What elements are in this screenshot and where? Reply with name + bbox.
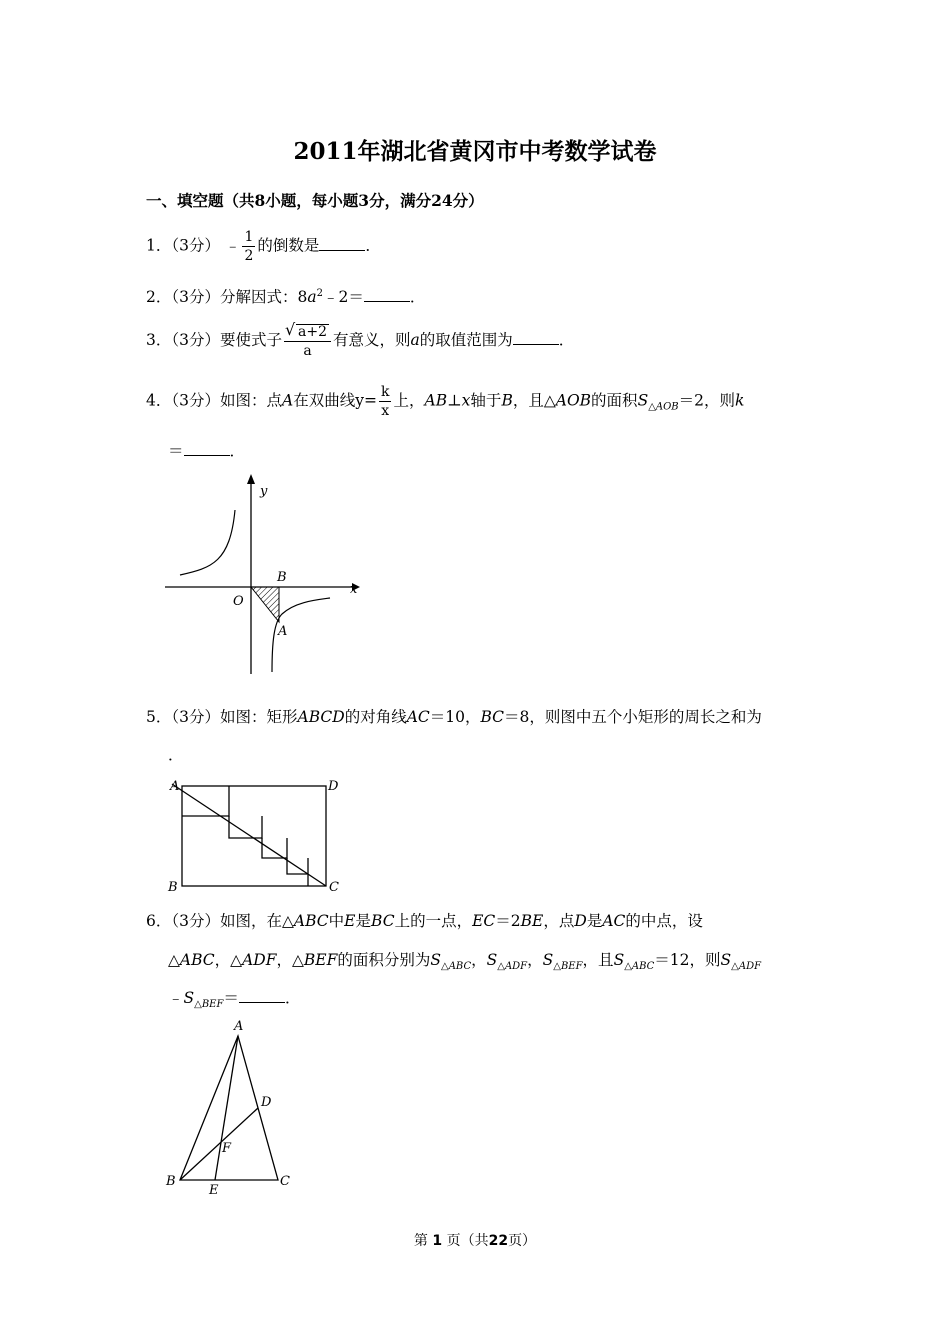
curve-second-quadrant [180, 510, 235, 575]
q3-end: ． [558, 331, 575, 349]
q6-l2g: 的面积分别为 [337, 951, 431, 969]
q4-line2: ＝ [168, 442, 184, 460]
question-3 [146, 324, 574, 358]
q4-eq: = [364, 391, 377, 410]
label-A: A [278, 624, 288, 639]
label-D: D [261, 1095, 272, 1110]
q6-s3: △BEF [553, 961, 583, 973]
q6-comma1: ， [471, 951, 487, 969]
page-title: 2011年湖北省黄冈市中考数学试卷 [293, 138, 657, 165]
label-B: B [168, 880, 178, 895]
q3-sqrt: √ a+2 [296, 324, 329, 339]
label-A: A [170, 779, 180, 794]
label-y: y [260, 484, 268, 499]
q5-figure [160, 770, 360, 895]
footer-pre: 第 [413, 1233, 428, 1249]
q6-t3: 上的一点， [394, 912, 473, 930]
footer-mid: 页（共 [446, 1233, 489, 1249]
q2-rest: ﹣2＝ [323, 288, 364, 307]
question-4-line2 [168, 440, 245, 462]
label-B: B [277, 570, 287, 585]
q5-t1: 的对角线 [344, 708, 407, 726]
q6-s2: △ADF [497, 961, 528, 973]
label-E: E [209, 1183, 219, 1198]
label-x: x [350, 582, 358, 597]
q1-number: 1． [146, 236, 172, 255]
q4-Ssub: △AOB [648, 401, 679, 413]
page-footer [0, 1230, 950, 1250]
q6-end: ． [284, 989, 301, 1007]
shaded-triangle-aob [251, 587, 279, 622]
q6-D: D [574, 912, 587, 930]
q6-l2i: ＝12，则 [654, 951, 721, 969]
q4-t6: ＝2，则 [678, 391, 736, 410]
q3-den: a [303, 343, 312, 359]
question-5-line2: ． [168, 746, 184, 764]
label-A: A [234, 1019, 244, 1034]
q6-AC: AC [602, 912, 626, 930]
q6-BE: BE [520, 912, 544, 930]
section-heading: 一、填空题（共8小题，每小题3分，满分24分） [146, 191, 484, 210]
q4-y: y [355, 391, 364, 410]
q3-var: a [410, 331, 420, 349]
question-5 [146, 706, 762, 728]
q4-fraction [379, 385, 391, 418]
q1-frac-den: 2 [244, 248, 254, 264]
q6-S1: S [430, 951, 441, 969]
q6-S3: S [542, 951, 554, 969]
q2-blank [364, 287, 410, 302]
segment-bd [180, 1108, 258, 1180]
q5-score: （3分） [171, 708, 220, 726]
q6-S2: S [486, 951, 498, 969]
q4-AOB: AOB [555, 391, 592, 410]
q3-score: （3分） [171, 331, 220, 349]
q6-t4: ＝2 [495, 912, 521, 930]
q1-end: ． [365, 236, 381, 255]
q2-text: 分解因式：8 [220, 288, 308, 307]
label-C: C [280, 1174, 290, 1189]
q3-blank [513, 330, 559, 345]
q4-blank [184, 441, 230, 456]
q6-l3a: ﹣ [168, 989, 184, 1007]
q4-k: k [381, 384, 390, 400]
q5-AC: AC [406, 708, 430, 726]
q4-pre: 如图：点 [220, 391, 283, 410]
q3-number: 3． [146, 331, 172, 349]
question-6-line2 [168, 949, 761, 978]
q4-t1: 在双曲线 [293, 391, 356, 410]
q5-t3: ＝8，则图中五个小矩形的周长之和为 [504, 708, 762, 726]
q6-S6: S [183, 989, 195, 1007]
q6-ABC: ABC [293, 912, 329, 930]
q1-frac-num: 1 [244, 229, 254, 245]
label-O: O [233, 594, 244, 609]
q2-score: （3分） [171, 288, 220, 307]
q1-score: （3分） [171, 236, 220, 255]
q3-mid: 有意义，则 [333, 331, 411, 349]
q1-text: 的倒数是 [257, 236, 320, 255]
q6-pre: 如图，在△ [220, 912, 294, 930]
q4-A: A [282, 391, 294, 410]
q5-number: 5． [146, 708, 172, 726]
question-1 [146, 230, 381, 263]
question-6 [146, 910, 703, 932]
q4-perp: ⊥ [447, 391, 462, 410]
q4-k2: k [735, 391, 745, 410]
q3-pre: 要使式子 [220, 331, 283, 349]
q6-s4: △ABC [624, 961, 655, 973]
small-rect-1 [182, 786, 229, 816]
q6-S5: S [720, 951, 732, 969]
q6-t2: 是 [355, 912, 372, 930]
q5-pre: 如图：矩形 [220, 708, 298, 726]
q6-s5: △ADF [731, 961, 762, 973]
label-B: B [166, 1174, 176, 1189]
q6-figure [160, 1012, 310, 1202]
small-rect-3 [262, 838, 287, 858]
q2-number: 2． [146, 288, 172, 307]
q3-fraction [284, 324, 331, 358]
q6-E: E [344, 912, 356, 930]
q6-l2d: ADF [242, 951, 277, 969]
q2-end: ． [409, 288, 426, 307]
q4-end: ． [229, 442, 246, 460]
q6-t7: 的中点，设 [625, 912, 703, 930]
q5-BC: BC [480, 708, 505, 726]
footer-page-number: 1 [432, 1233, 443, 1249]
q4-figure [160, 462, 370, 682]
q6-t1: 中 [328, 912, 345, 930]
label-D: D [328, 779, 339, 794]
q4-x2: x [461, 391, 471, 410]
q6-l2h: ，且 [582, 951, 614, 969]
q6-l2b: ABC [179, 951, 215, 969]
label-F: F [222, 1141, 232, 1156]
q1-blank [319, 236, 365, 251]
q6-l3b: ＝ [223, 989, 239, 1007]
question-2 [146, 283, 425, 308]
label-C: C [329, 880, 339, 895]
small-rect-2 [229, 816, 262, 838]
diagonal-ac [172, 784, 326, 886]
q6-blank [239, 988, 285, 1003]
q5-t2: ＝10， [429, 708, 481, 726]
q2-var: a [307, 288, 317, 307]
q6-score: （3分） [171, 912, 220, 930]
q5-ABCD: ABCD [297, 708, 345, 726]
q6-l2e: ，△ [276, 951, 304, 969]
footer-total-pages: 22 [488, 1233, 509, 1249]
q4-B: B [501, 391, 513, 410]
question-4 [146, 385, 744, 419]
footer-post: 页） [508, 1233, 537, 1249]
segment-ae [215, 1036, 238, 1180]
q6-t5: ，点 [543, 912, 575, 930]
q6-EC: EC [472, 912, 496, 930]
q6-l2a: △ [168, 951, 180, 969]
q1-fraction [242, 230, 255, 263]
q6-s1: △ABC [441, 961, 472, 973]
q6-s6: △BEF [194, 999, 224, 1011]
q6-comma2: ， [527, 951, 543, 969]
q4-number: 4． [146, 391, 172, 410]
q4-t5: 的面积 [591, 391, 638, 410]
q6-number: 6． [146, 912, 172, 930]
q3-post: 的取值范围为 [419, 331, 513, 349]
q6-l2c: ，△ [214, 951, 243, 969]
q4-t4: ，且△ [512, 391, 556, 410]
q4-score: （3分） [171, 391, 220, 410]
q4-t3: 轴于 [470, 391, 502, 410]
q4-AB: AB [424, 391, 448, 410]
q6-BC: BC [371, 912, 395, 930]
q6-S4: S [613, 951, 625, 969]
q6-t6: 是 [586, 912, 603, 930]
q6-l2f: BEF [303, 951, 338, 969]
q4-x: x [381, 403, 390, 419]
q1-minus: ﹣ [224, 236, 241, 255]
y-arrow-icon [247, 474, 255, 484]
q4-S: S [637, 391, 649, 410]
q4-t2: 上， [393, 391, 425, 410]
q2-exp: 2 [316, 288, 323, 299]
